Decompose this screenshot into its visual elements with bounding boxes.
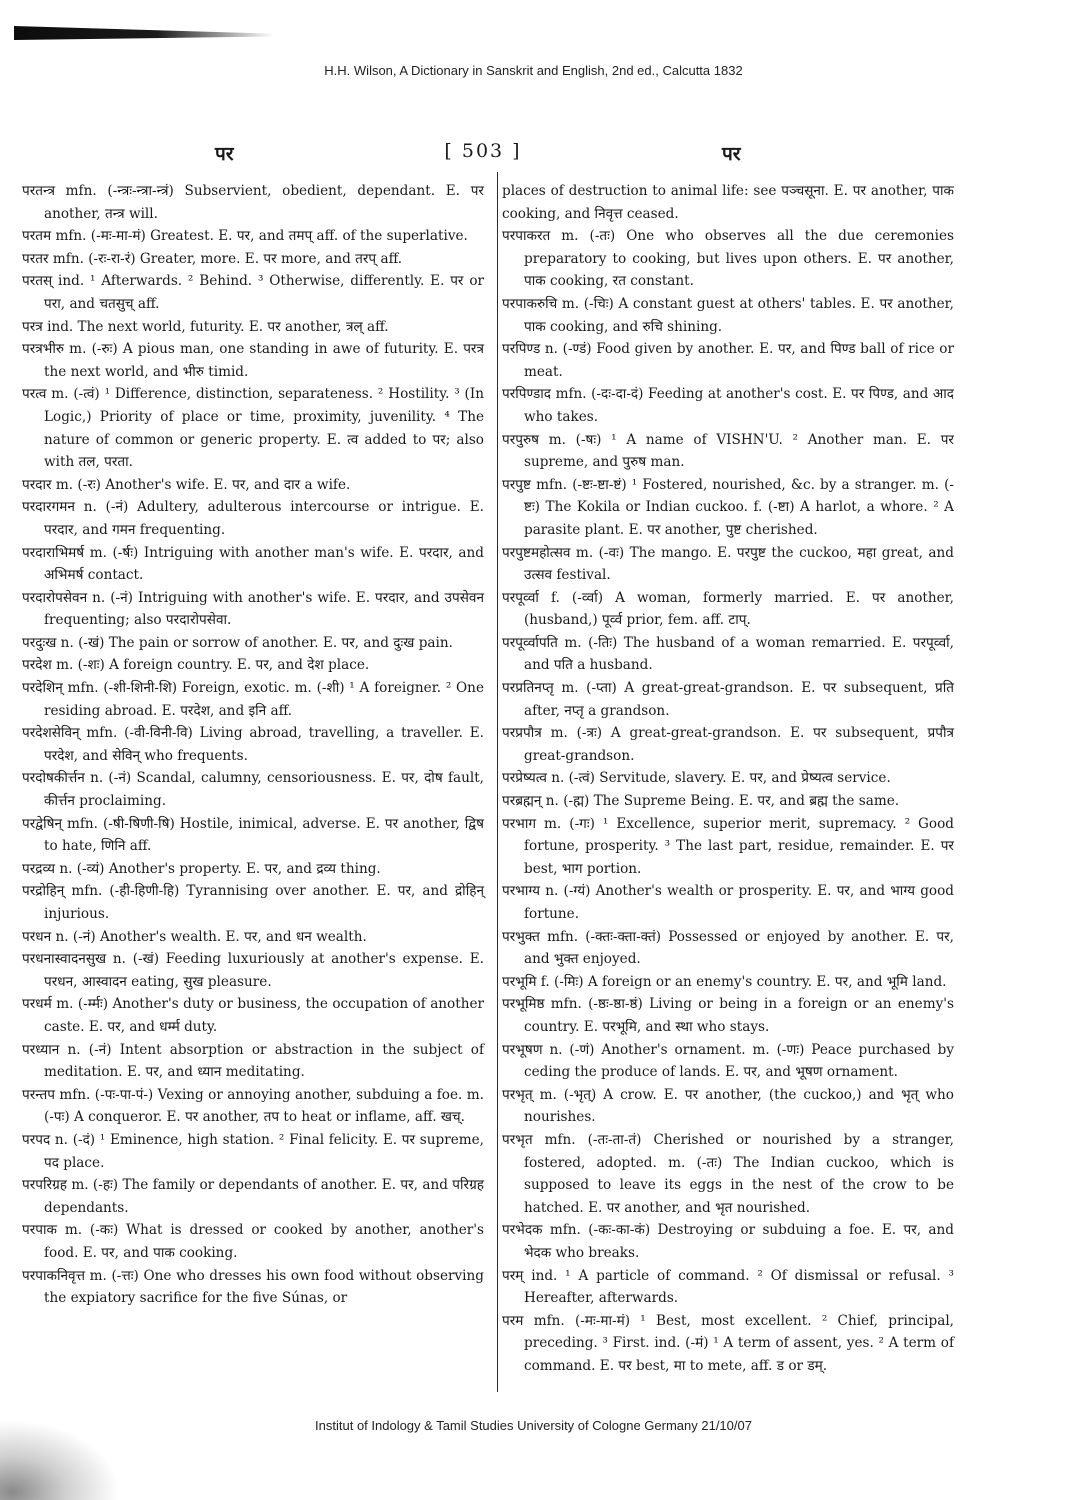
dictionary-entry: परपूर्व्वापति m. (-तिः) The husband of a woman remarried. E. परपूर्व्वा, and पति a husband. — [502, 634, 954, 674]
dictionary-entry: परत्व m. (-त्वं) ¹ Difference, distinction, separateness. ² Hostility. ³ (In Logic,) Priority of place or time, proximity, juvenility. ⁴ The nature of common or generic property. E. त्व added to पर; also with तल, परता. — [22, 386, 484, 471]
dictionary-entry: परदारगमन n. (-नं) Adultery, adulterous intercourse or intrigue. E. परदार, and गमन frequenting. — [22, 499, 484, 538]
dictionary-entry: परभृत mfn. (-तः-ता-तं) Cherished or nourished by a stranger, fostered, adopted. m. (-तः) The Indian cuckoo, which is supposed to leave its eggs in the nest of the crow to be hatched. E. पर another, and भृत nourished. — [502, 1131, 954, 1216]
column-divider — [497, 172, 498, 1392]
dictionary-entry: परपाकनिवृत्त m. (-त्तः) One who dresses his own food without observing the expiatory sacrifice for the five Súnas, or — [22, 1267, 484, 1307]
dictionary-entry: परभाग m. (-गः) ¹ Excellence, superior merit, supremacy. ² Good fortune, prosperity. ³ The last part, residue, remainder. E. पर best, भाग portion. — [502, 815, 954, 877]
dictionary-entry: परन्तप mfn. (-पः-पा-पं-) Vexing or annoying another, subduing a foe. m. (-पः) A conqueror. E. पर another, तप to heat or inflame, aff. खच्. — [22, 1086, 484, 1126]
dictionary-entry: परप्रेष्यत्व n. (-त्वं) Servitude, slavery. E. पर, and प्रेष्यत्व service. — [502, 770, 891, 787]
dictionary-entry: परपूर्व्वा f. (-र्व्वा) A woman, formerly married. E. पर another, (husband,) पूर्व्व prior, fem. aff. टाप्. — [502, 589, 954, 629]
dictionary-entry: परद्रव्य n. (-व्यं) Another's property. E. पर, and द्रव्य thing. — [22, 860, 381, 877]
dictionary-entry: परप्रपौत्र m. (-त्रः) A great-great-grandson. E. पर subsequent, प्रपौत्र great-grandson. — [502, 725, 954, 764]
dictionary-entry: परदारोपसेवन n. (-नं) Intriguing with another's wife. E. परदार, and उपसेवन frequenting; also परदारोपसेवा. — [22, 589, 484, 629]
dictionary-entry: परभाग्य n. (-ग्यं) Another's wealth or prosperity. E. पर, and भाग्य good fortune. — [502, 883, 954, 922]
dictionary-entry: परपरिग्रह m. (-हः) The family or dependants of another. E. पर, and परिग्रह dependants. — [22, 1177, 484, 1216]
dictionary-entry: परभुक्त mfn. (-क्तः-क्ता-क्तं) Possessed or enjoyed by another. E. पर, and भुक्त enjoyed. — [502, 928, 954, 968]
dictionary-entry: परदाराभिमर्ष m. (-र्षः) Intriguing with another man's wife. E. परदार, and अभिमर्ष contact. — [22, 544, 484, 584]
dictionary-entry: परम mfn. (-मः-मा-मं) ¹ Best, most excellent. ² Chief, principal, preceding. ³ First. ind. (-मं) ¹ A term of assent, yes. ² A term of command. E. पर best, मा to mete, aff. ड or डम्. — [502, 1312, 954, 1374]
dictionary-entry: परपाक m. (-कः) What is dressed or cooked by another, another's food. E. पर, and पाक cooking. — [22, 1222, 484, 1261]
dictionary-entry: परभृत् m. (-भृत्) A crow. E. पर another, (the cuckoo,) and भृत् who nourishes. — [502, 1086, 954, 1126]
dictionary-entry: परतर mfn. (-रः-रा-रं) Greater, more. E. पर more, and तरप् aff. — [22, 250, 403, 267]
archive-caption: Institut of Indology & Tamil Studies University of Cologne Germany 21/10/07 — [315, 1418, 752, 1433]
dictionary-entry: परद्वेषिन् mfn. (-षी-षिणी-षि) Hostile, inimical, adverse. E. पर another, द्विष to hate, णिनि aff. — [22, 815, 484, 855]
dictionary-entry: परपद n. (-दं) ¹ Eminence, high station. ² Final felicity. E. पर supreme, पद place. — [22, 1131, 484, 1171]
left-column — [22, 180, 484, 1310]
dictionary-entry: परपुष्टमहोत्सव m. (-वः) The mango. E. परपुष्ट the cuckoo, महा great, and उत्सव festival. — [502, 544, 954, 584]
dictionary-entry: परदेश m. (-शः) A foreign country. E. पर, and देश place. — [22, 657, 370, 674]
dictionary-entry: परभूमि f. (-मिः) A foreign or an enemy's country. E. पर, and भूमि land. — [502, 973, 947, 990]
dictionary-entry: परभेदक mfn. (-कः-का-कं) Destroying or subduing a foe. E. पर, and भेदक who breaks. — [502, 1222, 954, 1261]
dictionary-entry: परपाकरुचि m. (-चिः) A constant guest at others' tables. E. पर another, पाक cooking, and रुचि shining. — [502, 295, 954, 335]
dictionary-entry: परधन n. (-नं) Another's wealth. E. पर, and धन wealth. — [22, 928, 367, 945]
scan-edge-mark — [14, 26, 274, 40]
dictionary-entry: places of destruction to animal life: see पञ्चसूना. E. पर another, पाक cooking, and निवृत्त ceased. — [502, 183, 954, 222]
right-column — [502, 180, 954, 1377]
dictionary-entry: परब्रह्मन् n. (-ह्म) The Supreme Being. E. पर, and ब्रह्म the same. — [502, 793, 900, 810]
page-number: [ 503 ] — [444, 140, 522, 162]
dictionary-entry: परपिण्ड n. (-ण्डं) Food given by another. E. पर, and पिण्ड ball of rice or meat. — [502, 341, 954, 380]
dictionary-entry: परपुरुष m. (-षः) ¹ A name of VISHN'U. ² Another man. E. पर supreme, and पुरुष man. — [502, 431, 954, 471]
dictionary-entry: परदेशसेविन् mfn. (-वी-विनी-वि) Living abroad, travelling, a traveller. E. परदेश, and सेविन् who frequents. — [22, 725, 484, 764]
dictionary-entry: परध्यान n. (-नं) Intent absorption or abstraction in the subject of meditation. E. पर, and ध्यान meditating. — [22, 1041, 484, 1081]
dictionary-entry: परत्र ind. The next world, futurity. E. पर another, त्रल् aff. — [22, 318, 389, 335]
dictionary-entry: परपाकरत m. (-तः) One who observes all the due ceremonies preparatory to cooking, but lives upon others. E. पर another, पाक cooking, रत constant. — [502, 228, 954, 290]
dictionary-entry: परतम mfn. (-मः-मा-मं) Greatest. E. पर, and तमप् aff. of the superlative. — [22, 228, 468, 245]
dictionary-entry: परम् ind. ¹ A particle of command. ² Of dismissal or refusal. ³ Hereafter, afterwards. — [502, 1267, 954, 1307]
dictionary-entry: परदार m. (-रः) Another's wife. E. पर, and दार a wife. — [22, 476, 351, 493]
dictionary-entry: परतन्त्र mfn. (-न्त्रः-न्त्रा-न्त्रं) Subservient, obedient, dependant. E. पर another, तन्त्र will. — [22, 183, 484, 222]
dictionary-entry: परधनास्वादनसुख n. (-खं) Feeding luxuriously at another's expense. E. परधन, आस्वादन eating, सुख pleasure. — [22, 951, 484, 990]
dictionary-entry: परत्रभीरु m. (-रुः) A pious man, one standing in awe of futurity. E. परत्र the next world, and भीरु timid. — [22, 341, 484, 380]
running-head-right: पर — [722, 143, 741, 165]
dictionary-entry: परपुष्ट mfn. (-ष्टः-ष्टा-ष्टं) ¹ Fostered, nourished, &c. by a stranger. m. (-ष्टः) The Kokila or Indian cuckoo. f. (-ष्टा) A harlot, a whore. ² A parasite plant. E. पर another, पुष्ट cherished. — [502, 476, 954, 538]
dictionary-entry: परद्रोहिन् mfn. (-ही-हिणी-हि) Tyrannising over another. E. पर, and द्रोहिन् injurious. — [22, 883, 484, 922]
dictionary-entry: परदेशिन् mfn. (-शी-शिनी-शि) Foreign, exotic. m. (-शी) ¹ A foreigner. ² One residing abroad. E. परदेश, and इनि aff. — [22, 680, 484, 719]
dictionary-entry: परदोषकीर्त्तन n. (-नं) Scandal, calumny, censoriousness. E. पर, दोष fault, कीर्त्तन proclaiming. — [22, 770, 484, 810]
dictionary-entry: परदुःख n. (-खं) The pain or sorrow of another. E. पर, and दुःख pain. — [22, 634, 453, 651]
dictionary-entry: परभूषण n. (-णं) Another's ornament. m. (-णः) Peace purchased by ceding the produce of lands. E. पर, and भूषण ornament. — [502, 1041, 954, 1081]
dictionary-entry: परभूमिष्ठ mfn. (-ष्ठः-ष्ठा-ष्ठं) Living or being in a foreign or an enemy's country. E. परभूमि, and स्था who stays. — [502, 996, 954, 1035]
source-caption: H.H. Wilson, A Dictionary in Sanskrit and English, 2nd ed., Calcutta 1832 — [324, 63, 743, 78]
dictionary-entry: परपिण्डाद mfn. (-दः-दा-दं) Feeding at another's cost. E. पर पिण्ड, and आद who takes. — [502, 386, 954, 425]
dictionary-entry: परधर्म m. (-र्म्मः) Another's duty or business, the occupation of another caste. E. पर, and धर्म्म duty. — [22, 996, 484, 1035]
running-head-left: पर — [215, 143, 234, 165]
dictionary-entry: परप्रतिनप्तृ m. (-प्ता) A great-great-grandson. E. पर subsequent, प्रति after, नप्तृ a grandson. — [502, 680, 954, 719]
dictionary-entry: परतस् ind. ¹ Afterwards. ² Behind. ³ Otherwise, differently. E. पर or परा, and चतसुच् aff. — [22, 273, 484, 312]
